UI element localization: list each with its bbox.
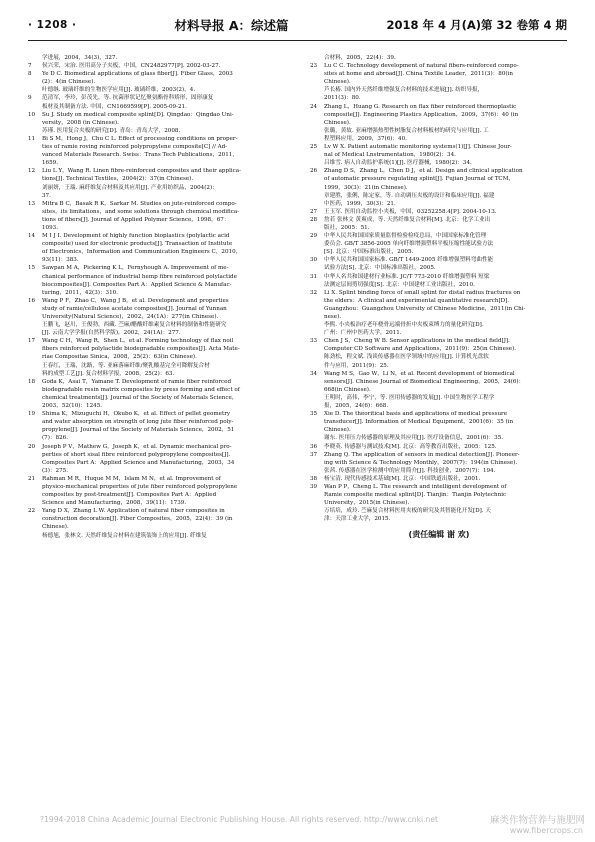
- reference-line: Yang D X，Zhang L W. Application of natural fiber composites in: [42, 508, 225, 515]
- reference-line: 学进展，2004，34(3)，327.: [42, 55, 118, 61]
- reference-line: 津：天津工业大学，2015.: [324, 516, 391, 523]
- reference-item: [28, 410, 286, 442]
- reference-line: fibers reinforced polylactide biodegradable composites[J]. Acta Mate-: [42, 346, 240, 353]
- reference-line: 张茜. 传感器在医学检测中的应用简介[J]. 科技创业，2007(7)：194.: [324, 467, 496, 474]
- reference-item: [28, 475, 286, 507]
- reference-item: [28, 94, 286, 110]
- reference-text: [42, 337, 286, 377]
- reference-text: [324, 370, 568, 410]
- reference-line: Liu L Y，Wang R. Linen fibre-reinforced composites and their applica-: [42, 168, 242, 175]
- reference-line: 2011(3)：80.: [324, 95, 361, 102]
- reference-line: vanced Materials Research. Swiss：Trans Tech Publications，2011，: [42, 152, 238, 159]
- reference-item: [310, 216, 568, 232]
- reference-line: 杨德旭，张林文. 天然纤维复合材料在建筑装饰上的应用[J]. 纤维复: [42, 532, 207, 539]
- reference-line: Ye D C. Biomedical applications of glass fiber[J]. Fiber Glass，2003: [42, 71, 233, 78]
- reference-line: 叶德继. 玻璃纤维的生物医学应用[J]. 玻璃纤维，2003(2)，4.: [42, 87, 196, 94]
- reference-item: [310, 256, 568, 272]
- copyright-notice: ?1994-2018 China Academic Journal Electronic Publishing House. All rights reserved. http://www.cnki.net: [40, 814, 439, 824]
- reference-item: [310, 167, 568, 207]
- reference-line: propylene[J]. Journal of the Society of Materials Science，2002，51: [42, 427, 235, 434]
- reference-item: [28, 200, 286, 232]
- reference-item: [310, 289, 568, 338]
- reference-line: sensors[J]. Chinese Journal of Biomedical Engineering，2005，24(6)：: [324, 378, 525, 385]
- reference-line: [J]. 云南大学学报(自然科学版)，2002，24(1A)：277.: [42, 330, 181, 337]
- reference-text: [324, 273, 568, 289]
- reference-text: [42, 297, 286, 337]
- reference-number: 37: [310, 451, 318, 458]
- reference-line: sites，its limitations，and some solutions through chemical modifica-: [42, 208, 240, 215]
- reference-line: Zhang D S，Zhang L，Chen D J，et al. Design and clinical application: [324, 168, 523, 175]
- reference-number: 39: [310, 483, 318, 490]
- reference-number: 32: [310, 289, 318, 296]
- reference-line: University，2015(in Chinese).: [324, 500, 410, 507]
- reference-number: 38: [310, 475, 318, 482]
- reference-line: 万培培，成玲. 苎麻复合材料医用夹板的研究及其智能化开发[D]. 天: [324, 508, 491, 515]
- reference-item: [28, 507, 286, 539]
- reference-number: 10: [28, 111, 36, 118]
- reference-line: Sawpan M A，Pickering K L，Fernyhough A. Improvement of me-: [42, 265, 229, 272]
- reference-number: 19: [28, 411, 36, 418]
- reference-line: 杨宝清. 现代传感技术基础[M]. 北京：中国铁道出版社，2001.: [324, 475, 481, 482]
- reference-item: [28, 378, 286, 410]
- reference-text: [324, 337, 568, 369]
- reference-line: biocomposites[J]. Composites Part A：Applied Science & Manufac-: [42, 281, 232, 288]
- reference-text: [324, 208, 568, 216]
- reference-item: [310, 273, 568, 289]
- reference-line: 王明时，高伟，李宁，等. 医用传感器的发展[J]. 中国生物医学工程学: [324, 394, 495, 401]
- references-body: [28, 54, 568, 789]
- reference-line: composites by post-treatment[J]. Composites Part A：Applied: [42, 492, 217, 499]
- reference-text: [324, 216, 568, 232]
- reference-line: 37.: [42, 192, 51, 199]
- reference-item: [310, 62, 568, 102]
- right-reference-list: [310, 54, 568, 523]
- reference-line: Chen J S，Cheng W B. Sensor applications in the medical field[J].: [324, 338, 510, 345]
- reference-number: 12: [28, 168, 36, 175]
- right-column: [310, 54, 568, 789]
- reference-line: turing，2011，42(3)：310.: [42, 289, 119, 296]
- reference-line: perties of short sisal fibre reinforced polypropylene composites[J].: [42, 451, 231, 458]
- reference-text: [42, 378, 286, 410]
- reference-line: University(Natural Science)，2002，24(1A)：277(in Chinese).: [42, 314, 219, 320]
- reference-line: ing with Science & Technology Monthly，2007(7)：194(in Chinese).: [324, 459, 518, 466]
- reference-number: 7: [28, 63, 32, 70]
- reference-line: composite[J]. Engineering Plastics Application，2009，37(6)：40 (in: [324, 111, 519, 118]
- reference-line: (3)：275.: [42, 467, 68, 474]
- reference-text: [324, 289, 568, 338]
- reference-item: [28, 232, 286, 264]
- reference-line: 章建胜，张俐，陈定家，等. 自动调压夹板的设计和临床应用[J]. 福建: [324, 192, 495, 199]
- reference-text: [324, 256, 568, 272]
- reference-line: [S]. 北京：中国标准出版社，2005.: [324, 249, 414, 256]
- reference-line: composite) used for electronic products[J]. Transaction of Institute: [42, 241, 233, 248]
- page-number: · 1208 ·: [28, 19, 77, 31]
- reference-line: 中华人名共和国建材行业标准. JC/T 773-2010 纤维增强塑料 短梁: [324, 273, 490, 280]
- reference-number: 23: [310, 63, 318, 70]
- reference-number: 15: [28, 265, 36, 272]
- reference-line: Guangzhou：Guangzhou University of Chinese Medicine，2011(in Chi-: [324, 305, 526, 312]
- reference-line: 合材料，2005，22(4)：39.: [324, 55, 396, 61]
- reference-line: 试验方法[S]. 北京：中国标准出版社，2005.: [324, 265, 436, 272]
- reference-text: [324, 167, 568, 207]
- reference-line: 668(in Chinese).: [324, 386, 371, 393]
- reference-line: Bi S M，Hong J，Chu C L. Effect of processing conditions on proper-: [42, 135, 238, 142]
- reference-text: [42, 135, 286, 167]
- reference-item: [28, 62, 286, 70]
- reference-line: 中医药，1999，30(3)：21.: [324, 200, 396, 207]
- journal-title: 材料导报 A：综述篇: [174, 18, 289, 33]
- reference-text: [42, 70, 286, 94]
- reference-line: Lu C C. Technology development of natural fibers-reinforced compo-: [324, 63, 519, 70]
- reference-number: 8: [28, 71, 32, 78]
- reference-line: 程塑料应用，2009，37(6)：40.: [324, 135, 407, 142]
- reference-line: 中华人民共和国国家标准. GB/T 1449-2005 纤维增强塑料弯曲性能: [324, 257, 494, 264]
- reference-line: Chinese).: [324, 119, 351, 126]
- reference-text: [324, 410, 568, 442]
- reference-line: nese).: [324, 314, 342, 320]
- reference-text: [42, 410, 286, 442]
- reference-line: nal of Medical Lnstrumentation，1980(2)：34.: [324, 152, 456, 159]
- reference-text: [42, 62, 286, 70]
- reference-line: the elders：A clinical and experimental quantitative research[D].: [324, 297, 510, 304]
- reference-line: Goda K，Asai T，Yamane T. Development of ramie fiber reinforced: [42, 378, 232, 385]
- reference-line: Rahman M R，Huque M M，Islam M N，et al. Improvement of: [42, 475, 221, 482]
- reference-line: Chinese).: [324, 427, 351, 434]
- reference-line: 报，2005，24(6)：668.: [324, 403, 389, 410]
- reference-line: Chinese).: [42, 524, 69, 531]
- reference-line: 芦长椿. 国内外天然纤维增强复合材料的技术进展[J]. 纺织导报，: [324, 87, 484, 94]
- reference-item: [28, 337, 286, 377]
- reference-line: 李晓英. 传感器与测试技术[M]. 北京：高等教育出版社，2005：125.: [324, 443, 497, 450]
- reference-line: (7)：826.: [42, 435, 68, 442]
- reference-number: 11: [28, 135, 36, 142]
- reference-line: 谢东. 医用压力传感器的原理及其应用[J]. 医疗设备信息，2001(6)：35.: [324, 435, 504, 442]
- reference-line: 王鹏飞，赵川，王俊勃，西藏. 苎麻/醋酸纤维素复合材料的制备和性能研究: [42, 322, 227, 329]
- reference-line: Su J. Study on medical composite splint[D]. Qingdao：Qingdao Uni-: [42, 111, 234, 118]
- reference-line: chemical treatments[J]. Journal of the Society of Materials Science，: [42, 394, 238, 401]
- reference-line: Chinese).: [324, 79, 351, 86]
- reference-text: [324, 62, 568, 102]
- reference-line: Ramie composite medical splint[D]. Tianjin：Tianjin Polytechnic: [324, 492, 507, 499]
- reference-line: 2003，52(10)：1245.: [42, 403, 103, 410]
- reference-line: riae Compositae Sinica，2008，25(2)：63(in Chinese).: [42, 354, 197, 361]
- reference-line: Li X. Splint binding force of small splint for distal radius fractures on: [324, 289, 521, 296]
- page-header: [28, 10, 567, 41]
- reference-number: 14: [28, 233, 36, 240]
- reference-number: 31: [310, 273, 318, 280]
- reference-number: 28: [310, 216, 318, 223]
- reference-number: 35: [310, 411, 318, 418]
- reference-number: 13: [28, 200, 36, 207]
- reference-item: [28, 443, 286, 475]
- reference-text: [42, 111, 286, 135]
- reference-item: [28, 264, 286, 296]
- reference-number: [310, 54, 324, 62]
- reference-text: [324, 54, 568, 62]
- reference-line: 张璐，黄故. 亚麻增强热塑性树脂复合材料板材的研究与应用[J]. 工: [324, 127, 489, 134]
- reference-line: Wan P P，Cheng L. The research and intelligent development of: [324, 483, 507, 490]
- reference-item: [310, 143, 568, 167]
- reference-number: 18: [28, 378, 36, 385]
- reference-number: 24: [310, 103, 318, 110]
- reference-line: 范清军，李玲，彭茂先，等. 抗菌形状记忆聚氨酯骨科矫形、固形康复: [42, 95, 214, 102]
- editor-credit: (责任编辑 谢 欢): [408, 530, 470, 540]
- reference-line: Mitra B C，Basak R K，Sarkar M. Studies on jute-reinforced compo-: [42, 200, 237, 207]
- issue-info: 2018 年 4 月(A)第 32 卷第 4 期: [386, 18, 567, 32]
- reference-line: versity，2008 (in Chinese).: [42, 119, 119, 126]
- reference-number: 33: [310, 338, 318, 345]
- reference-text: [42, 54, 286, 62]
- reference-line: 件与应用，2011(9)：25.: [324, 362, 389, 369]
- reference-line: Composites Part A：Applied Science and Manufacturing，2003，34: [42, 459, 235, 466]
- reference-number: [28, 54, 42, 62]
- reference-line: 中华人民共和国国家质量监督检验检疫总局，中国国家标准化管理: [324, 233, 487, 240]
- reference-line: sites at home and abroad[J]. China Textile Leader，2011(3)：80(in: [324, 71, 513, 78]
- reference-line: construction decoration[J]. Fiber Composites，2005，22(4)：39 (in: [42, 516, 233, 523]
- reference-text: [42, 94, 286, 110]
- reference-line: 吕维雪. 病人自动监护系统(1)[J]. 医疗器械，1980(2)：34.: [324, 160, 472, 167]
- reference-text: [42, 200, 286, 232]
- reference-line: Xie D. The theoritical basis and applications of medical pressure: [324, 411, 508, 418]
- reference-line: Wang P F，Zhao C，Wang J B，et al. Development and properties: [42, 297, 229, 304]
- reference-item: [310, 443, 568, 451]
- reference-number: 29: [310, 233, 318, 240]
- reference-item: [28, 167, 286, 199]
- reference-line: Joseph P V，Mathew G，Joseph K，et al. Dynamic mechanical pro-: [42, 443, 232, 450]
- reference-number: 20: [28, 443, 36, 450]
- reference-line: 王玉军. 医用自动监控小夹板，中国，03252258.4[P]. 2004-10-13.: [324, 208, 497, 215]
- reference-item: [310, 410, 568, 442]
- reference-line: ties of ramie roving reinforced polypropylene composite[C] // Ad-: [42, 144, 228, 151]
- reference-line: Zhang L，Huang G. Research on flax fiber reinforced thermoplastic: [324, 103, 517, 110]
- reference-line: 1093.: [42, 224, 59, 231]
- page-footer: [40, 810, 585, 828]
- reference-line: 板材及其制备方法. 中国，CN1669599[P]. 2005-09-21.: [42, 103, 187, 110]
- reference-line: study of ramie/cellulose acetate composites[J]. Journal of Yunnan: [42, 305, 227, 312]
- reference-line: of automatic pressure regulating splint[J]. Fujian Journal of TCM，: [324, 176, 515, 183]
- reference-item: [310, 451, 568, 475]
- reference-line: physico-mechanical properties of jute fiber reinforced polypropylene: [42, 483, 238, 490]
- reference-line: M I J I. Development of highly function bioplastics (polylactic acid: [42, 233, 230, 240]
- reference-line: tions of fibers[J]. Journal of Applied Polymer Science，1998，67：: [42, 216, 230, 223]
- reference-line: 刘丽妍，王瑞. 麻纤维复合材料及其应用[J]. 产业用纺织品，2004(2)：: [42, 184, 218, 191]
- reference-line: Zhang Q. The application of sensors in medical detection[J]. Pioneer-: [324, 451, 520, 458]
- reference-line: tions[J]. Technical Textiles，2004(2)：37(in Chinese).: [42, 176, 194, 183]
- reference-item: [28, 297, 286, 337]
- reference-number: 27: [310, 208, 318, 215]
- reference-text: [324, 443, 568, 451]
- reference-text: [324, 475, 568, 483]
- site-name: 麻类作物营养与施肥网: [489, 815, 585, 826]
- reference-line: Wang C H，Wang R，Shen L，et al. Forming technology of flax noil: [42, 338, 234, 345]
- reference-line: transducer[J]. Information of Medical Equipment，2001(6)：35 (in: [324, 419, 514, 426]
- reference-item: [310, 370, 568, 410]
- reference-line: 法测定层间剪切强度[S]. 北京：中国建材工业出版社，2010.: [324, 281, 475, 288]
- reference-number: 21: [28, 475, 36, 482]
- reference-line: and water absorption on strength of long jute fiber reinforced poly-: [42, 419, 234, 426]
- reference-line: 王春红，王瑞，沈路，等. 亚麻落麻纤维/聚乳酸基完全可降解复合材: [42, 362, 210, 369]
- reference-line: 93(11)：383.: [42, 257, 79, 264]
- reference-number: 36: [310, 443, 318, 450]
- reference-item: [310, 54, 568, 62]
- reference-item: [310, 475, 568, 483]
- reference-number: 30: [310, 257, 318, 264]
- reference-line: 1999，30(3)：21(in Chinese).: [324, 184, 408, 191]
- reference-text: [42, 167, 286, 199]
- reference-number: 22: [28, 508, 36, 515]
- reference-item: [310, 232, 568, 256]
- reference-line: 委员会. GB/T 3856-2005 单向纤维增强塑料平板压缩性能试验方法: [324, 241, 494, 248]
- reference-line: 侯兴荣，宋治. 医用高分子夹板，中国，CN2482977[P]. 2002-03-27.: [42, 63, 221, 70]
- reference-item: [28, 111, 286, 135]
- reference-item: [28, 70, 286, 94]
- reference-item: [28, 135, 286, 167]
- reference-number: 9: [28, 95, 32, 102]
- reference-line: (2)：4(in Chinese).: [42, 79, 96, 86]
- reference-line: 广州：广州中医药大学，2011.: [324, 330, 402, 337]
- reference-item: [310, 483, 568, 523]
- reference-line: of Electronics，Information and Communication Engineers C，2010，: [42, 249, 242, 256]
- reference-item: [310, 103, 568, 143]
- reference-text: [42, 475, 286, 507]
- reference-line: 1659.: [42, 160, 59, 167]
- reference-line: Computer CD Software and Applications，2011(9)：25(in Chinese).: [324, 346, 517, 353]
- reference-number: 17: [28, 338, 36, 345]
- reference-line: chanical performance of industrial hemp fibre reinforced polylactide: [42, 273, 237, 280]
- watermark-url: www.fibercrops.cn: [509, 826, 583, 835]
- reference-line: Wang M S，Gao W，Li N，et al. Recent development of biomedical: [324, 370, 515, 377]
- reference-line: Science and Manufacturing，2008，39(11)：1739.: [42, 500, 187, 507]
- reference-line: Lv W X. Patient automatic monitoring systems(1)[J]. Chinese Jour-: [324, 144, 512, 151]
- reference-text: [42, 443, 286, 475]
- reference-line: 苏瑾. 医用复合夹板的研究[D]. 青岛：青岛大学，2008.: [42, 127, 181, 134]
- reference-item: [28, 54, 286, 62]
- reference-number: 25: [310, 144, 318, 151]
- reference-number: 26: [310, 168, 318, 175]
- reference-text: [42, 232, 286, 264]
- reference-number: 34: [310, 370, 318, 377]
- reference-line: 料的成型工艺[J]. 复合材料学报，2008，25(2)：63.: [42, 370, 175, 377]
- reference-line: 詹若 张林文 黄爽成，等. 天然纤维复合材料[M]. 北京：化学工业出: [324, 216, 491, 223]
- reference-text: [324, 103, 568, 143]
- reference-item: [310, 208, 568, 216]
- reference-line: biodegradable resin matrix composites by press forming and effect of: [42, 386, 240, 393]
- reference-line: Shima K，Mizuguchi H，Okubo K，et al. Effect of pellet geometry: [42, 411, 231, 418]
- reference-text: [324, 143, 568, 167]
- reference-line: 版社，2005：51.: [324, 224, 370, 231]
- reference-text: [324, 451, 568, 475]
- reference-text: [324, 232, 568, 256]
- reference-text: [42, 264, 286, 296]
- reference-text: [324, 483, 568, 523]
- reference-number: 16: [28, 297, 36, 304]
- reference-line: 李熙. 小夹板治疗老年桡骨远端骨折中夹板束缚力的量化研究[D].: [324, 322, 484, 329]
- reference-text: [42, 507, 286, 539]
- left-column: [28, 54, 286, 789]
- reference-item: [310, 337, 568, 369]
- reference-line: 陈劲松，程文斌. 浅谈传感器在医学领域中的应用[J]. 计算机光盘软: [324, 354, 489, 361]
